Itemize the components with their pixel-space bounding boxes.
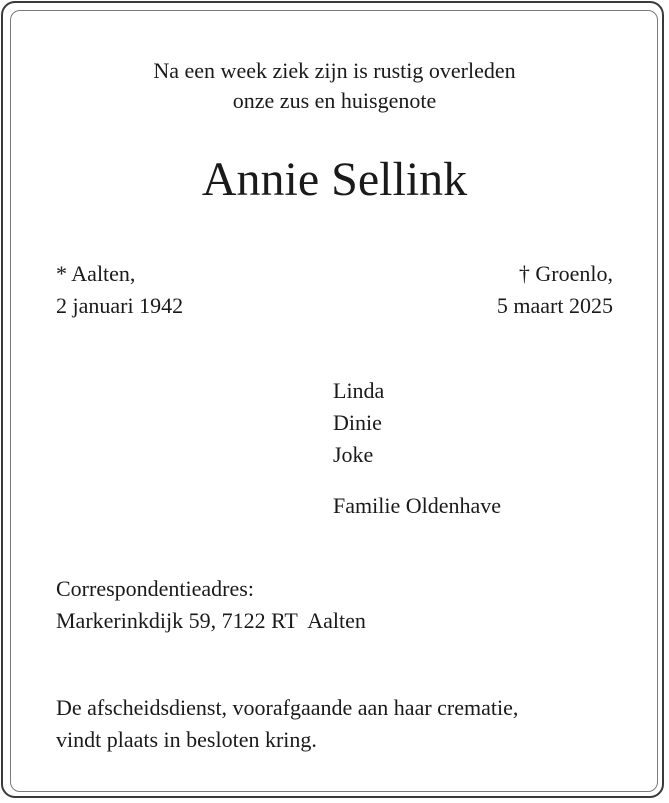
deceased-name: Annie Sellink (201, 153, 468, 206)
correspondence-block (56, 573, 366, 637)
survivor-name: Joke (333, 442, 374, 467)
family-name: Familie Oldenhave (333, 493, 502, 518)
survivor-name: Linda (333, 378, 385, 403)
correspondence-label: Correspondentieadres: (56, 576, 254, 601)
service-notice (56, 692, 518, 756)
birth-info (56, 258, 183, 322)
intro-line-1: Na een week ziek zijn is rustig overleden (153, 58, 516, 83)
correspondence-address: Markerinkdijk 59, 7122 RT Aalten (56, 608, 366, 633)
birth-place: * Aalten, (56, 261, 136, 286)
service-line-1: De afscheidsdienst, voorafgaande aan haar crematie, (56, 695, 519, 720)
survivor-name: Dinie (333, 410, 382, 435)
intro-line-2: onze zus en huisgenote (232, 88, 437, 113)
announcement-intro (0, 56, 669, 116)
death-place: † Groenlo, (518, 261, 613, 286)
survivors-list (333, 375, 384, 471)
death-date: 5 maart 2025 (496, 293, 613, 318)
death-info (497, 258, 613, 322)
birth-date: 2 januari 1942 (56, 293, 184, 318)
service-line-2: vindt plaats in besloten kring. (56, 727, 317, 752)
